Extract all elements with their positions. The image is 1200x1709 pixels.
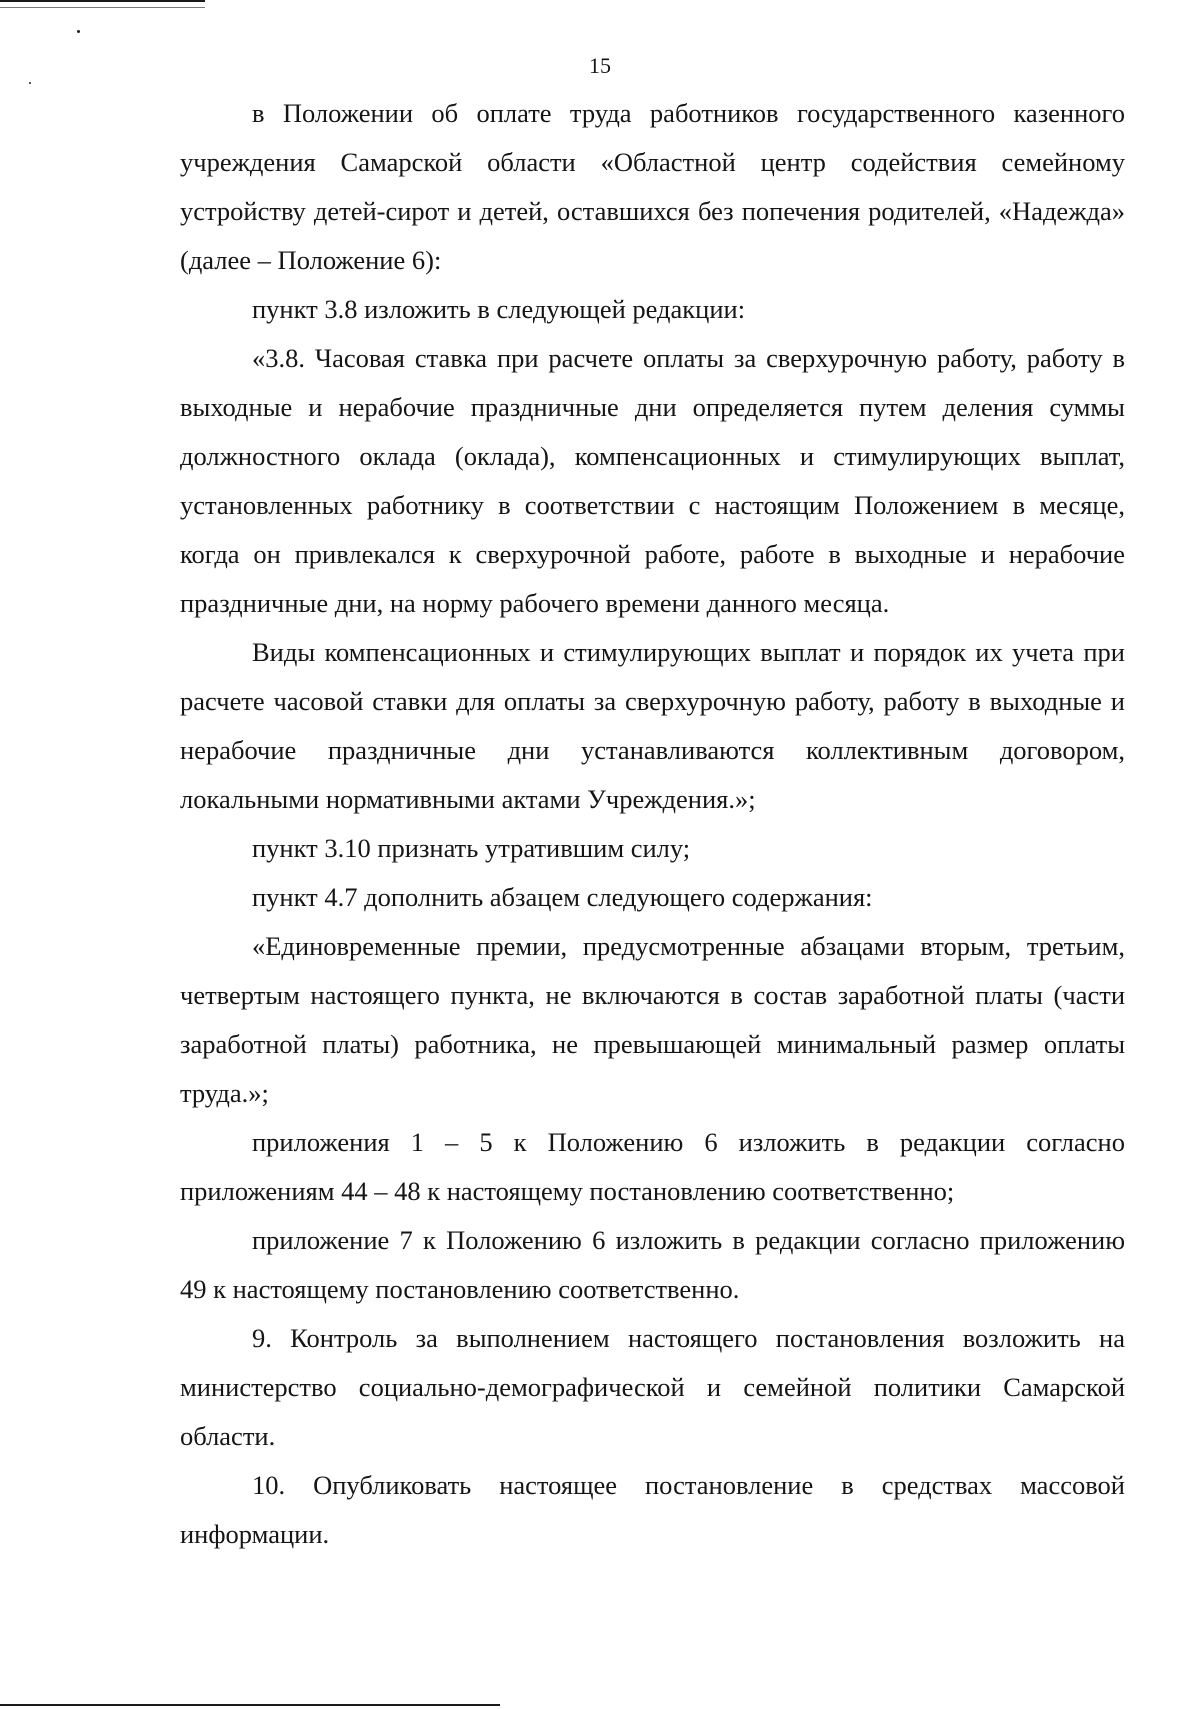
paragraph: пункт 3.8 изложить в следующей редакции: <box>252 294 746 324</box>
paragraph: 10. Опубликовать настоящее постановление в средствах массовой информации. <box>180 1470 1125 1549</box>
paragraph: в Положении об оплате труда работников государственного казенного учреждения Самарской области «Областной центр содействия семейному устройству детей-сирот и детей, оставшихся без попечения родителей, «Надежда» (далее – Положение 6): <box>180 98 1125 275</box>
scan-edge-bottom-line <box>0 1704 500 1706</box>
page-number: 15 <box>589 53 611 78</box>
paragraph: приложения 1 – 5 к Положению 6 изложить в редакции согласно приложениям 44 – 48 к настоящему постановлению соответственно; <box>180 1127 1125 1206</box>
paragraph: пункт 4.7 дополнить абзацем следующего содержания: <box>252 882 873 912</box>
document-body <box>180 89 1125 1559</box>
scan-speck <box>77 30 80 33</box>
scan-edge-top-line <box>0 0 205 2</box>
paragraph: «Единовременные премии, предусмотренные абзацами вторым, третьим, четвертым настоящего пункта, не включаются в состав заработной платы (части заработной платы) работника, не превышающей минимальный размер оплаты труда.»; <box>180 931 1125 1108</box>
paragraph: 9. Контроль за выполнением настоящего постановления возложить на министерство социально-демографической и семейной политики Самарской области. <box>180 1323 1125 1451</box>
paragraph: пункт 3.10 признать утратившим силу; <box>252 833 691 863</box>
scan-speck <box>29 82 31 84</box>
paragraph: «3.8. Часовая ставка при расчете оплаты за сверхурочную работу, работу в выходные и нерабочие праздничные дни определяется путем деления суммы должностного оклада (оклада), компенсационных и стимулирующих выплат, установленных работнику в соответствии с настоящим Положением в месяце, когда он привлекался к сверхурочной работе, работе в выходные и нерабочие праздничные дни, на норму рабочего времени данного месяца. <box>180 343 1125 618</box>
paragraph: Виды компенсационных и стимулирующих выплат и порядок их учета при расчете часовой ставки для оплаты за сверхурочную работу, работу в выходные и нерабочие праздничные дни устанавливаются коллективным договором, локальными нормативными актами Учреждения.»; <box>180 637 1125 814</box>
paragraph: приложение 7 к Положению 6 изложить в редакции согласно приложению 49 к настоящему постановлению соответственно. <box>180 1225 1125 1304</box>
scan-edge-top-line-secondary <box>0 7 205 8</box>
